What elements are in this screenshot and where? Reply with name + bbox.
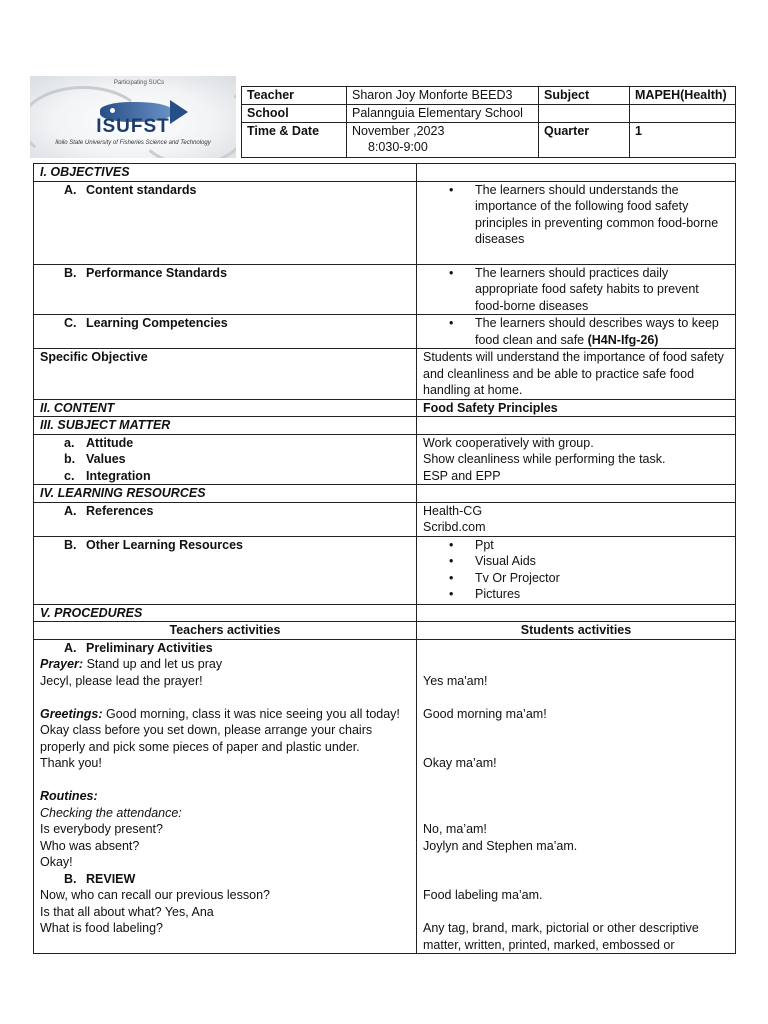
teachers-activities (34, 639, 417, 954)
prayer-text: Stand up and let us pray (86, 657, 223, 671)
references-label: References (86, 503, 154, 518)
bullet-icon: • (449, 587, 454, 601)
values-label: Values (86, 452, 126, 466)
objectives-heading: I. OBJECTIVES (34, 164, 417, 182)
student-yes: Yes ma'am! (423, 673, 488, 688)
question-about: Is that all about what? Yes, Ana (40, 904, 214, 919)
values-value: Show cleanliness while performing the task. (423, 452, 666, 466)
letter: c. (64, 468, 75, 483)
student-no: No, ma’am! (423, 822, 487, 836)
empty-cell (417, 417, 736, 435)
subject-matter-heading: III. SUBJECT MATTER (34, 417, 417, 435)
logo-small-text: Participating SUCs (113, 80, 165, 86)
school-empty-cell-2 (630, 105, 736, 123)
letter: A. (64, 503, 77, 518)
students-column-header: Students activities (417, 622, 736, 640)
letter: b. (64, 452, 76, 466)
letter: A. (64, 640, 77, 655)
other-resources-label-cell (34, 536, 417, 604)
subject-matter-labels (34, 434, 417, 485)
teacher-label: Teacher (242, 87, 347, 105)
question-present: Is everybody present? (40, 822, 163, 836)
logo-brand: ISUFST (96, 116, 170, 137)
okay-text: Okay! (40, 855, 73, 869)
student-definition: Any tag, brand, mark, pictorial or other descriptive matter, written, printed, marked, embossed or (423, 921, 699, 952)
specific-objective-label: Specific Objective (34, 349, 417, 400)
letter: a. (64, 435, 75, 450)
subject-value: MAPEH(Health) (630, 87, 736, 105)
learning-competencies-label: Learning Competencies (86, 316, 228, 330)
attitude-value: Work cooperatively with group. (423, 435, 594, 450)
empty-cell (417, 485, 736, 503)
bullet-icon: • (449, 265, 454, 280)
bullet-icon: • (449, 554, 454, 568)
school-empty-cell (539, 105, 630, 123)
empty-cell (417, 604, 736, 622)
content-value: Food Safety Principles (417, 399, 736, 417)
letter: B. (64, 265, 77, 280)
greetings-text: Good morning, class it was nice seeing you all today! Okay class before you set down, please arrange your chairs properly and pick some pieces of paper and plastic under. (40, 706, 400, 754)
attendance-label: Checking the attendance: (40, 805, 182, 820)
resource-item: Visual Aids (475, 554, 536, 568)
prayer-label: Prayer: (40, 657, 84, 671)
logo-subtitle: Iloilo State University of Fisheries Science and Technology (55, 140, 211, 146)
time-date: November ,2023 (352, 123, 445, 138)
question-recall: Now, who can recall our previous lesson? (40, 888, 270, 902)
competency-code: (H4N-Ifg-26) (587, 332, 659, 347)
school-label: School (242, 105, 347, 123)
students-activities (417, 639, 736, 954)
resource-item: Pictures (475, 587, 521, 601)
teachers-column-header: Teachers activities (34, 622, 417, 640)
student-okay: Okay ma’am! (423, 756, 497, 770)
student-good-morning: Good morning ma’am! (423, 706, 547, 721)
content-standards-label-cell (34, 181, 417, 264)
question-labeling: What is food labeling? (40, 921, 163, 935)
time-label: Time & Date (242, 122, 347, 157)
integration-value: ESP and EPP (423, 468, 501, 483)
bullet-icon: • (449, 182, 454, 197)
content-standards-text: The learners should understands the importance of the following food safety principles in preventing common food-borne diseases (475, 182, 719, 246)
resources-heading: IV. LEARNING RESOURCES (34, 485, 417, 503)
performance-standards-label: Performance Standards (86, 265, 228, 280)
learning-competencies-text: The learners should describes ways to keep food clean and safe (475, 316, 719, 347)
greetings-label: Greetings: (40, 706, 103, 721)
school-value: Palannguia Elementary School (347, 105, 539, 123)
time-range: 8:030-9:00 (368, 140, 428, 154)
other-resources-label: Other Learning Resources (86, 537, 243, 552)
preliminary-label: Preliminary Activities (86, 640, 213, 655)
time-value (347, 122, 539, 157)
content-heading: II. CONTENT (34, 399, 417, 417)
bullet-icon: • (449, 316, 454, 330)
prayer-line2: Jecyl, please lead the prayer! (40, 673, 203, 688)
bullet-icon: • (449, 570, 454, 585)
performance-standards-text: The learners should practices daily appropriate food safety habits to prevent food-borne diseases (475, 265, 699, 313)
content-standards-cell (417, 181, 736, 264)
learning-competencies-cell (417, 315, 736, 349)
letter: C. (64, 316, 77, 330)
letter: A. (64, 182, 77, 197)
letter: B. (64, 537, 77, 552)
resource-item: Tv Or Projector (475, 570, 560, 585)
empty-cell (417, 164, 736, 182)
fish-eye-icon (110, 108, 115, 113)
letter: B. (64, 871, 77, 886)
reference-item: Scribd.com (423, 520, 486, 534)
references-label-cell (34, 502, 417, 536)
isufst-logo (30, 76, 236, 158)
other-resources-cell (417, 536, 736, 604)
reference-item: Health-CG (423, 503, 483, 518)
bullet-icon: • (449, 537, 454, 552)
teacher-value: Sharon Joy Monforte BEED3 (347, 87, 539, 105)
learning-competencies-label-cell (34, 315, 417, 349)
resource-item: Ppt (475, 537, 494, 552)
student-absent: Joylyn and Stephen ma’am. (423, 838, 578, 853)
thank-you-text: Thank you! (40, 756, 102, 770)
specific-objective-text: Students will understand the importance of food safety and cleanliness and be able to practice safe food handling at home. (417, 349, 736, 400)
quarter-label: Quarter (539, 122, 630, 157)
references-cell (417, 502, 736, 536)
subject-matter-values (417, 434, 736, 485)
review-label: REVIEW (86, 871, 136, 886)
lesson-plan-table (33, 163, 736, 954)
performance-standards-label-cell (34, 264, 417, 315)
student-food-labeling: Food labeling ma’am. (423, 888, 543, 902)
performance-standards-cell (417, 264, 736, 315)
content-standards-label: Content standards (86, 182, 197, 197)
quarter-value: 1 (630, 122, 736, 157)
procedures-heading: V. PROCEDURES (34, 604, 417, 622)
header-table (241, 86, 736, 158)
question-absent: Who was absent? (40, 838, 140, 853)
subject-label: Subject (539, 87, 630, 105)
routines-label: Routines: (40, 789, 98, 803)
integration-label: Integration (86, 468, 151, 483)
attitude-label: Attitude (86, 435, 134, 450)
